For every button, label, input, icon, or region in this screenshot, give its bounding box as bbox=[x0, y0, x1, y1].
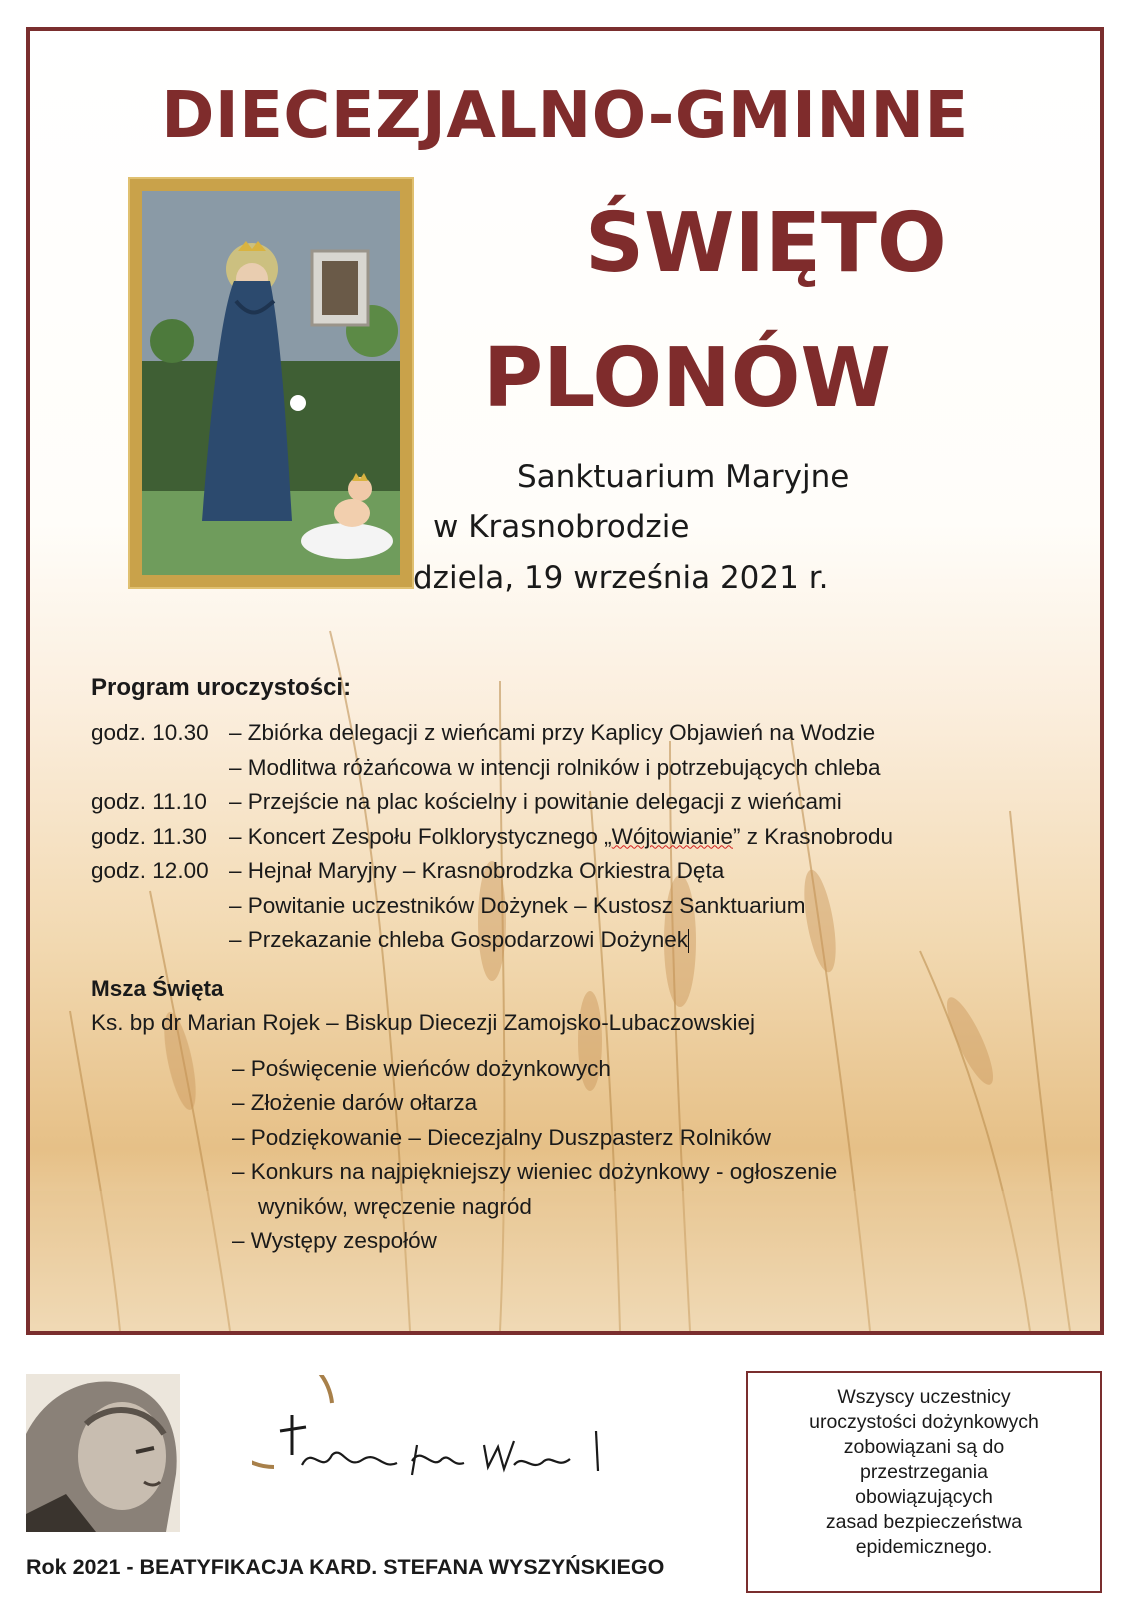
mass-item: – Występy zespołów bbox=[232, 1228, 437, 1253]
program-row bbox=[91, 923, 1081, 958]
notice-line: zasad bezpieczeństwa bbox=[825, 1511, 1023, 1533]
program-row bbox=[91, 785, 1081, 820]
mass-item: – Złożenie darów ołtarza bbox=[232, 1090, 478, 1115]
madonna-painting-image bbox=[130, 179, 412, 587]
safety-notice-box bbox=[746, 1371, 1102, 1593]
program-text: – Zbiórka delegacji z wieńcami przy Kaplicy Objawień na Wodzie bbox=[229, 720, 876, 745]
notice-line: obowiązujących bbox=[855, 1486, 993, 1508]
mass-item: – Podziękowanie – Diecezjalny Duszpasterz Rolników bbox=[232, 1124, 772, 1150]
beatification-caption: Rok 2021 - BEATYFIKACJA KARD. STEFANA WYSZYŃSKIEGO bbox=[26, 1555, 665, 1579]
notice-line: Wszyscy uczestnicy bbox=[837, 1386, 1011, 1408]
poster-title-line-3: PLONÓW bbox=[483, 331, 891, 426]
program-text: – Modlitwa różańcowa w intencji rolników i potrzebujących chleba bbox=[229, 754, 881, 780]
program-text: – Powitanie uczestników Dożynek – Kustosz Sanktuarium bbox=[229, 892, 806, 918]
event-date: dziela, 19 września 2021 r. bbox=[413, 560, 829, 596]
mass-item: – Poświęcenie wieńców dożynkowych bbox=[232, 1055, 611, 1081]
notice-line: przestrzegania bbox=[860, 1461, 988, 1483]
program-text bbox=[229, 820, 893, 855]
program-time bbox=[91, 751, 229, 786]
mass-celebrant: Ks. bp dr Marian Rojek – Biskup Diecezji Zamojsko-Lubaczowskiej bbox=[91, 1009, 756, 1035]
notice-line: uroczystości dożynkowych bbox=[809, 1411, 1039, 1433]
program-text-after: ” z Krasnobrodu bbox=[732, 823, 894, 849]
program-time: godz. 12.00 bbox=[91, 858, 209, 883]
program-row bbox=[91, 716, 1081, 751]
cardinal-signature-image bbox=[252, 1375, 632, 1515]
program-text-before: – Koncert Zespołu Folklorystycznego „ bbox=[229, 823, 612, 849]
program-text: – Hejnał Maryjny – Krasnobrodzka Orkiestra Dęta bbox=[229, 858, 725, 883]
program-text: – Przekazanie chleba Gospodarzowi Dożynek bbox=[229, 927, 688, 952]
program-time bbox=[91, 889, 229, 924]
program-time: godz. 11.30 bbox=[91, 823, 207, 849]
program-time: godz. 11.10 bbox=[91, 789, 207, 814]
mass-heading: Msza Święta bbox=[91, 975, 224, 1001]
program-heading: Program uroczystości: bbox=[91, 674, 352, 701]
mass-item-continuation: wyników, wręczenie nagród bbox=[258, 1193, 532, 1219]
cardinal-portrait-image bbox=[26, 1374, 180, 1532]
program-row bbox=[91, 854, 1081, 889]
mass-item: – Konkurs na najpiękniejszy wieniec dożynkowy - ogłoszenie bbox=[232, 1159, 838, 1184]
spellcheck-marked-word: Wójtowianie bbox=[611, 823, 733, 849]
venue-sanctuary: Sanktuarium Maryjne bbox=[517, 459, 850, 495]
mass-items-list bbox=[232, 1052, 1081, 1259]
notice-line: zobowiązani są do bbox=[843, 1436, 1005, 1458]
program-section bbox=[91, 674, 1081, 1259]
program-row bbox=[91, 889, 1081, 924]
program-time bbox=[91, 923, 229, 958]
poster-title-line-2: ŚWIĘTO bbox=[585, 196, 947, 291]
program-text: – Przejście na plac kościelny i powitanie delegacji z wieńcami bbox=[229, 789, 842, 814]
notice-line: epidemicznego. bbox=[855, 1536, 993, 1558]
program-time: godz. 10.30 bbox=[91, 720, 209, 745]
poster-frame bbox=[26, 27, 1104, 1335]
poster-title-line-1: DIECEZJALNO-GMINNE bbox=[161, 79, 969, 153]
program-row bbox=[91, 751, 1081, 786]
text-cursor bbox=[688, 929, 689, 953]
program-row bbox=[91, 820, 1081, 855]
venue-town: w Krasnobrodzie bbox=[433, 509, 690, 545]
